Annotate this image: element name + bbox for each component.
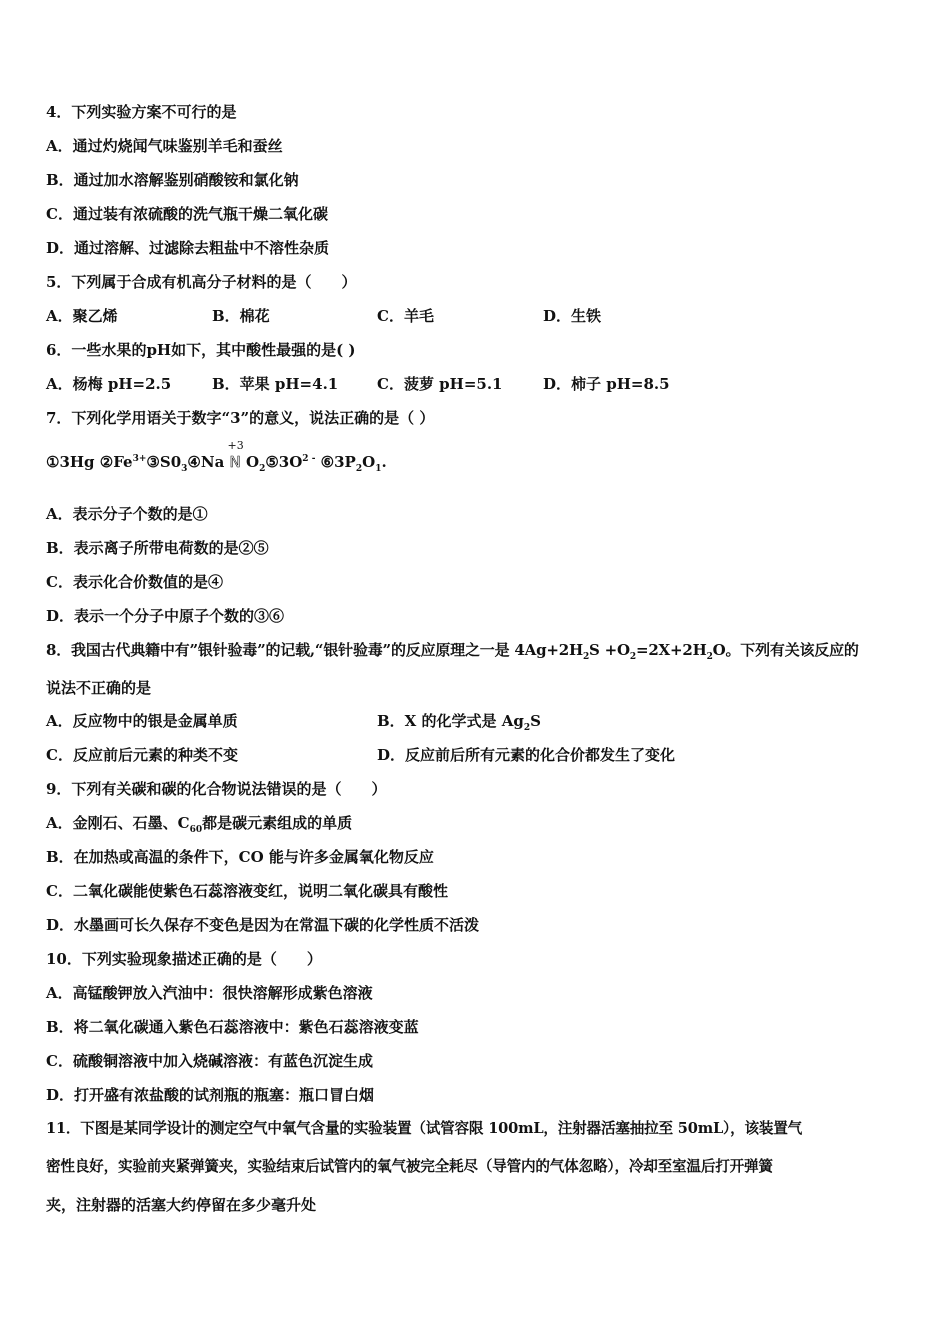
q5-option-c: C．羊毛 xyxy=(377,307,434,325)
q8-option-b: B．X 的化学式是 $Ag_2S$ xyxy=(377,712,541,733)
q7-option-d: D．表示一个分子中原子个数的③⑥ xyxy=(46,607,285,625)
q7-item-1: ①3Hg xyxy=(46,453,95,471)
q5-option-b: B．棉花 xyxy=(212,307,270,325)
q10-stem: 10．下列实验现象描述正确的是（ ） xyxy=(46,950,322,968)
q9-option-a: A．金刚石、石墨、$C_{60}$都是碳元素组成的单质 xyxy=(46,814,353,835)
q4-option-a: A．通过灼烧闻气味鉴别羊毛和蚕丝 xyxy=(46,137,283,155)
q11-stem-line1: 11．下图是某同学设计的测定空气中氧气含量的实验装置（试管容限 100mL，注射器活塞抽拉至 50mL），该装置气 xyxy=(46,1120,803,1137)
q6-option-c: C．菠萝 pH=5.1 xyxy=(377,375,503,393)
q8-stem: 8．我国古代典籍中有”银针验毒”的记载,“银针验毒”的反应原理之一是 $4Ag+2H_2S +O_2=2X+2H_2O$。下列有关该反应的 xyxy=(46,641,859,662)
q5-option-a: A．聚乙烯 xyxy=(46,307,118,325)
q9-option-b: B．在加热或高温的条件下，CO 能与许多金属氧化物反应 xyxy=(46,848,434,866)
q6-option-a: A．杨梅 pH=2.5 xyxy=(46,375,172,393)
q4-option-d: D．通过溶解、过滤除去粗盐中不溶性杂质 xyxy=(46,239,330,257)
q7-valence-label: +3 xyxy=(227,439,244,452)
q4-option-c: C．通过装有浓硫酸的洗气瓶干燥二氧化碳 xyxy=(46,205,328,223)
q6-option-d: D．柿子 pH=8.5 xyxy=(543,375,670,393)
q7-chemical-notations xyxy=(46,439,387,474)
q10-option-a: A．高锰酸钾放入汽油中：很快溶解形成紫色溶液 xyxy=(46,984,373,1002)
q7-option-c: C．表示化合价数值的是④ xyxy=(46,573,223,591)
q7-item-5: $⑤3O^{2 -}$ xyxy=(265,453,316,471)
q7-item-4: ④Na +3 N $O_2$ xyxy=(187,453,265,471)
q7-item-2: $②Fe^{3+}$ xyxy=(99,453,147,471)
q8-option-a: A．反应物中的银是金属单质 xyxy=(46,712,238,730)
q8-option-d: D．反应前后所有元素的化合价都发生了变化 xyxy=(377,746,676,764)
q7-item-6: $⑥3P_2O_1$. xyxy=(320,453,387,474)
q6-option-b: B．苹果 pH=4.1 xyxy=(212,375,339,393)
q9-option-d: D．水墨画可长久保存不变色是因为在常温下碳的化学性质不活泼 xyxy=(46,916,480,934)
q7-option-a: A．表示分子个数的是① xyxy=(46,505,208,523)
q8-option-c: C．反应前后元素的种类不变 xyxy=(46,746,238,764)
q4-stem: 4．下列实验方案不可行的是 xyxy=(46,103,237,121)
q5-stem: 5．下列属于合成有机高分子材料的是（ ） xyxy=(46,273,357,291)
q8-stem-line2: 说法不正确的是 xyxy=(46,679,152,697)
q9-option-c: C．二氧化碳能使紫色石蕊溶液变红，说明二氧化碳具有酸性 xyxy=(46,882,448,900)
q10-option-b: B．将二氧化碳通入紫色石蕊溶液中：紫色石蕊溶液变蓝 xyxy=(46,1018,419,1036)
q10-option-c: C．硫酸铜溶液中加入烧碱溶液：有蓝色沉淀生成 xyxy=(46,1052,373,1070)
q11-stem-line3: 夹，注射器的活塞大约停留在多少毫升处 xyxy=(46,1196,317,1214)
q4-option-b: B．通过加水溶解鉴别硝酸铵和氯化钠 xyxy=(46,171,299,189)
q10-option-d: D．打开盛有浓盐酸的试剂瓶的瓶塞：瓶口冒白烟 xyxy=(46,1086,375,1104)
q5-option-d: D．生铁 xyxy=(543,307,602,325)
q9-stem: 9．下列有关碳和碳的化合物说法错误的是（ ） xyxy=(46,780,387,798)
q7-stem: 7．下列化学用语关于数字“3”的意义，说法正确的是（ ） xyxy=(46,409,435,427)
q7-item-3: $③S0_3$ xyxy=(146,453,188,474)
q6-stem: 6．一些水果的pH如下，其中酸性最强的是( ) xyxy=(46,341,356,359)
q11-stem-line2: 密性良好，实验前夹紧弹簧夹，实验结束后试管内的氧气被完全耗尽（导管内的气体忽略），冷却至室温后打开弹簧 xyxy=(46,1158,773,1175)
q7-option-b: B．表示离子所带电荷数的是②⑤ xyxy=(46,539,269,557)
